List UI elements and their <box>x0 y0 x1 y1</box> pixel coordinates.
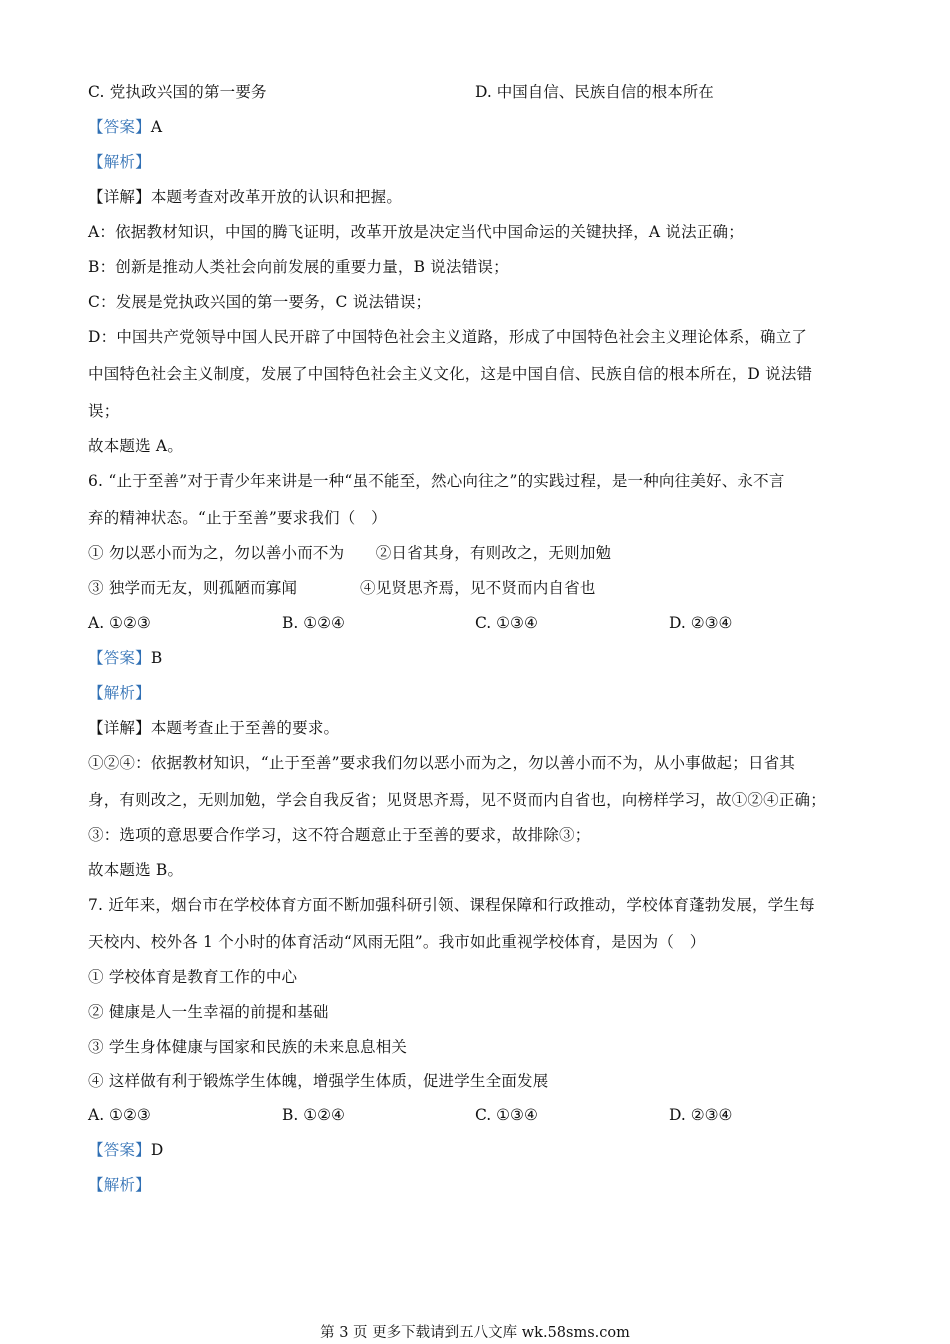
q5-analysis-tag: 【解析】 <box>88 153 151 171</box>
q7-option-b: B. ①②④ <box>282 1106 345 1124</box>
q5-option-c: C. 党执政兴国的第一要务 <box>88 83 267 101</box>
q6-item: ③ 独学而无友，则孤陋而寡闻 ④见贤思齐焉，见不贤而内自省也 <box>88 579 596 597</box>
q7-answer <box>88 1140 163 1160</box>
answer-tag: 【答案】 <box>88 118 151 136</box>
q5-line: D：中国共产党领导中国人民开辟了中国特色社会主义道路，形成了中国特色社会主义理论体系，确立了 <box>88 328 808 346</box>
q6-answer <box>88 648 162 668</box>
q7-analysis-tag: 【解析】 <box>88 1176 151 1194</box>
q7-stem: 7. 近年来，烟台市在学校体育方面不断加强科研引领、课程保障和行政推动，学校体育蓬勃发展，学生每 <box>88 896 815 914</box>
q5-detail <box>88 187 402 207</box>
q7-option-d: D. ②③④ <box>669 1106 733 1124</box>
q5-answer <box>88 117 162 137</box>
detail-tag: 【详解】 <box>88 188 151 206</box>
answer-tag: 【答案】 <box>88 1141 151 1159</box>
q5-option-d: D. 中国自信、民族自信的根本所在 <box>475 83 714 101</box>
q7-item: ④ 这样做有利于锻炼学生体魄，增强学生体质，促进学生全面发展 <box>88 1072 549 1090</box>
detail-text: 本题考查止于至善的要求。 <box>150 719 340 737</box>
q7-item: ③ 学生身体健康与国家和民族的未来息息相关 <box>88 1038 408 1056</box>
q5-line: 中国特色社会主义制度，发展了中国特色社会主义文化，这是中国自信、民族自信的根本所在，D 说法错 <box>88 365 813 383</box>
q5-line: A：依据教材知识，中国的腾飞证明，改革开放是决定当代中国命运的关键抉择，A 说法正确； <box>88 223 744 241</box>
q5-line: B：创新是推动人类社会向前发展的重要力量，B 说法错误； <box>88 258 509 276</box>
q6-line: ①②④：依据教材知识，“止于至善”要求我们勿以恶小而为之，勿以善小而不为，从小事做起；日省其 <box>88 754 796 772</box>
q6-option-d: D. ②③④ <box>669 614 733 632</box>
answer-value: A <box>150 118 163 136</box>
q5-conclusion: 故本题选 A。 <box>88 437 184 455</box>
answer-value: B <box>150 649 163 667</box>
answer-tag: 【答案】 <box>88 649 151 667</box>
q6-conclusion: 故本题选 B。 <box>88 861 184 879</box>
q6-option-a: A. ①②③ <box>88 614 151 632</box>
page-footer: 第 3 页 更多下载请到五八文库 wk.58sms.com <box>320 1325 630 1341</box>
q6-line: ③：选项的意思要合作学习，这不符合题意止于至善的要求，故排除③； <box>88 826 591 844</box>
q6-option-c: C. ①③④ <box>475 614 538 632</box>
q5-line: 误； <box>88 402 120 420</box>
q7-item: ② 健康是人一生幸福的前提和基础 <box>88 1003 329 1021</box>
q7-option-a: A. ①②③ <box>88 1106 151 1124</box>
detail-tag: 【详解】 <box>88 719 151 737</box>
q5-line: C：发展是党执政兴国的第一要务，C 说法错误； <box>88 293 432 311</box>
q6-stem: 6. “止于至善”对于青少年来讲是一种“虽不能至，然心向往之”的实践过程，是一种向往美好、永不言 <box>88 472 785 490</box>
q7-item: ① 学校体育是教育工作的中心 <box>88 968 298 986</box>
q6-option-b: B. ①②④ <box>282 614 345 632</box>
q7-option-c: C. ①③④ <box>475 1106 538 1124</box>
q6-detail <box>88 718 339 738</box>
answer-value: D <box>150 1141 164 1159</box>
q6-line: 身，有则改之，无则加勉，学会自我反省；见贤思齐焉，见不贤而内自省也，向榜样学习，故①②④正确； <box>88 791 826 809</box>
q6-stem: 弃的精神状态。“止于至善”要求我们（ ） <box>88 509 387 527</box>
detail-text: 本题考查对改革开放的认识和把握。 <box>150 188 403 206</box>
q6-analysis-tag: 【解析】 <box>88 684 151 702</box>
q7-stem: 天校内、校外各 1 个小时的体育活动“风雨无阻”。我市如此重视学校体育，是因为（ ） <box>88 933 706 951</box>
q6-item: ① 勿以恶小而为之，勿以善小而不为 ②日省其身，有则改之，无则加勉 <box>88 544 612 562</box>
